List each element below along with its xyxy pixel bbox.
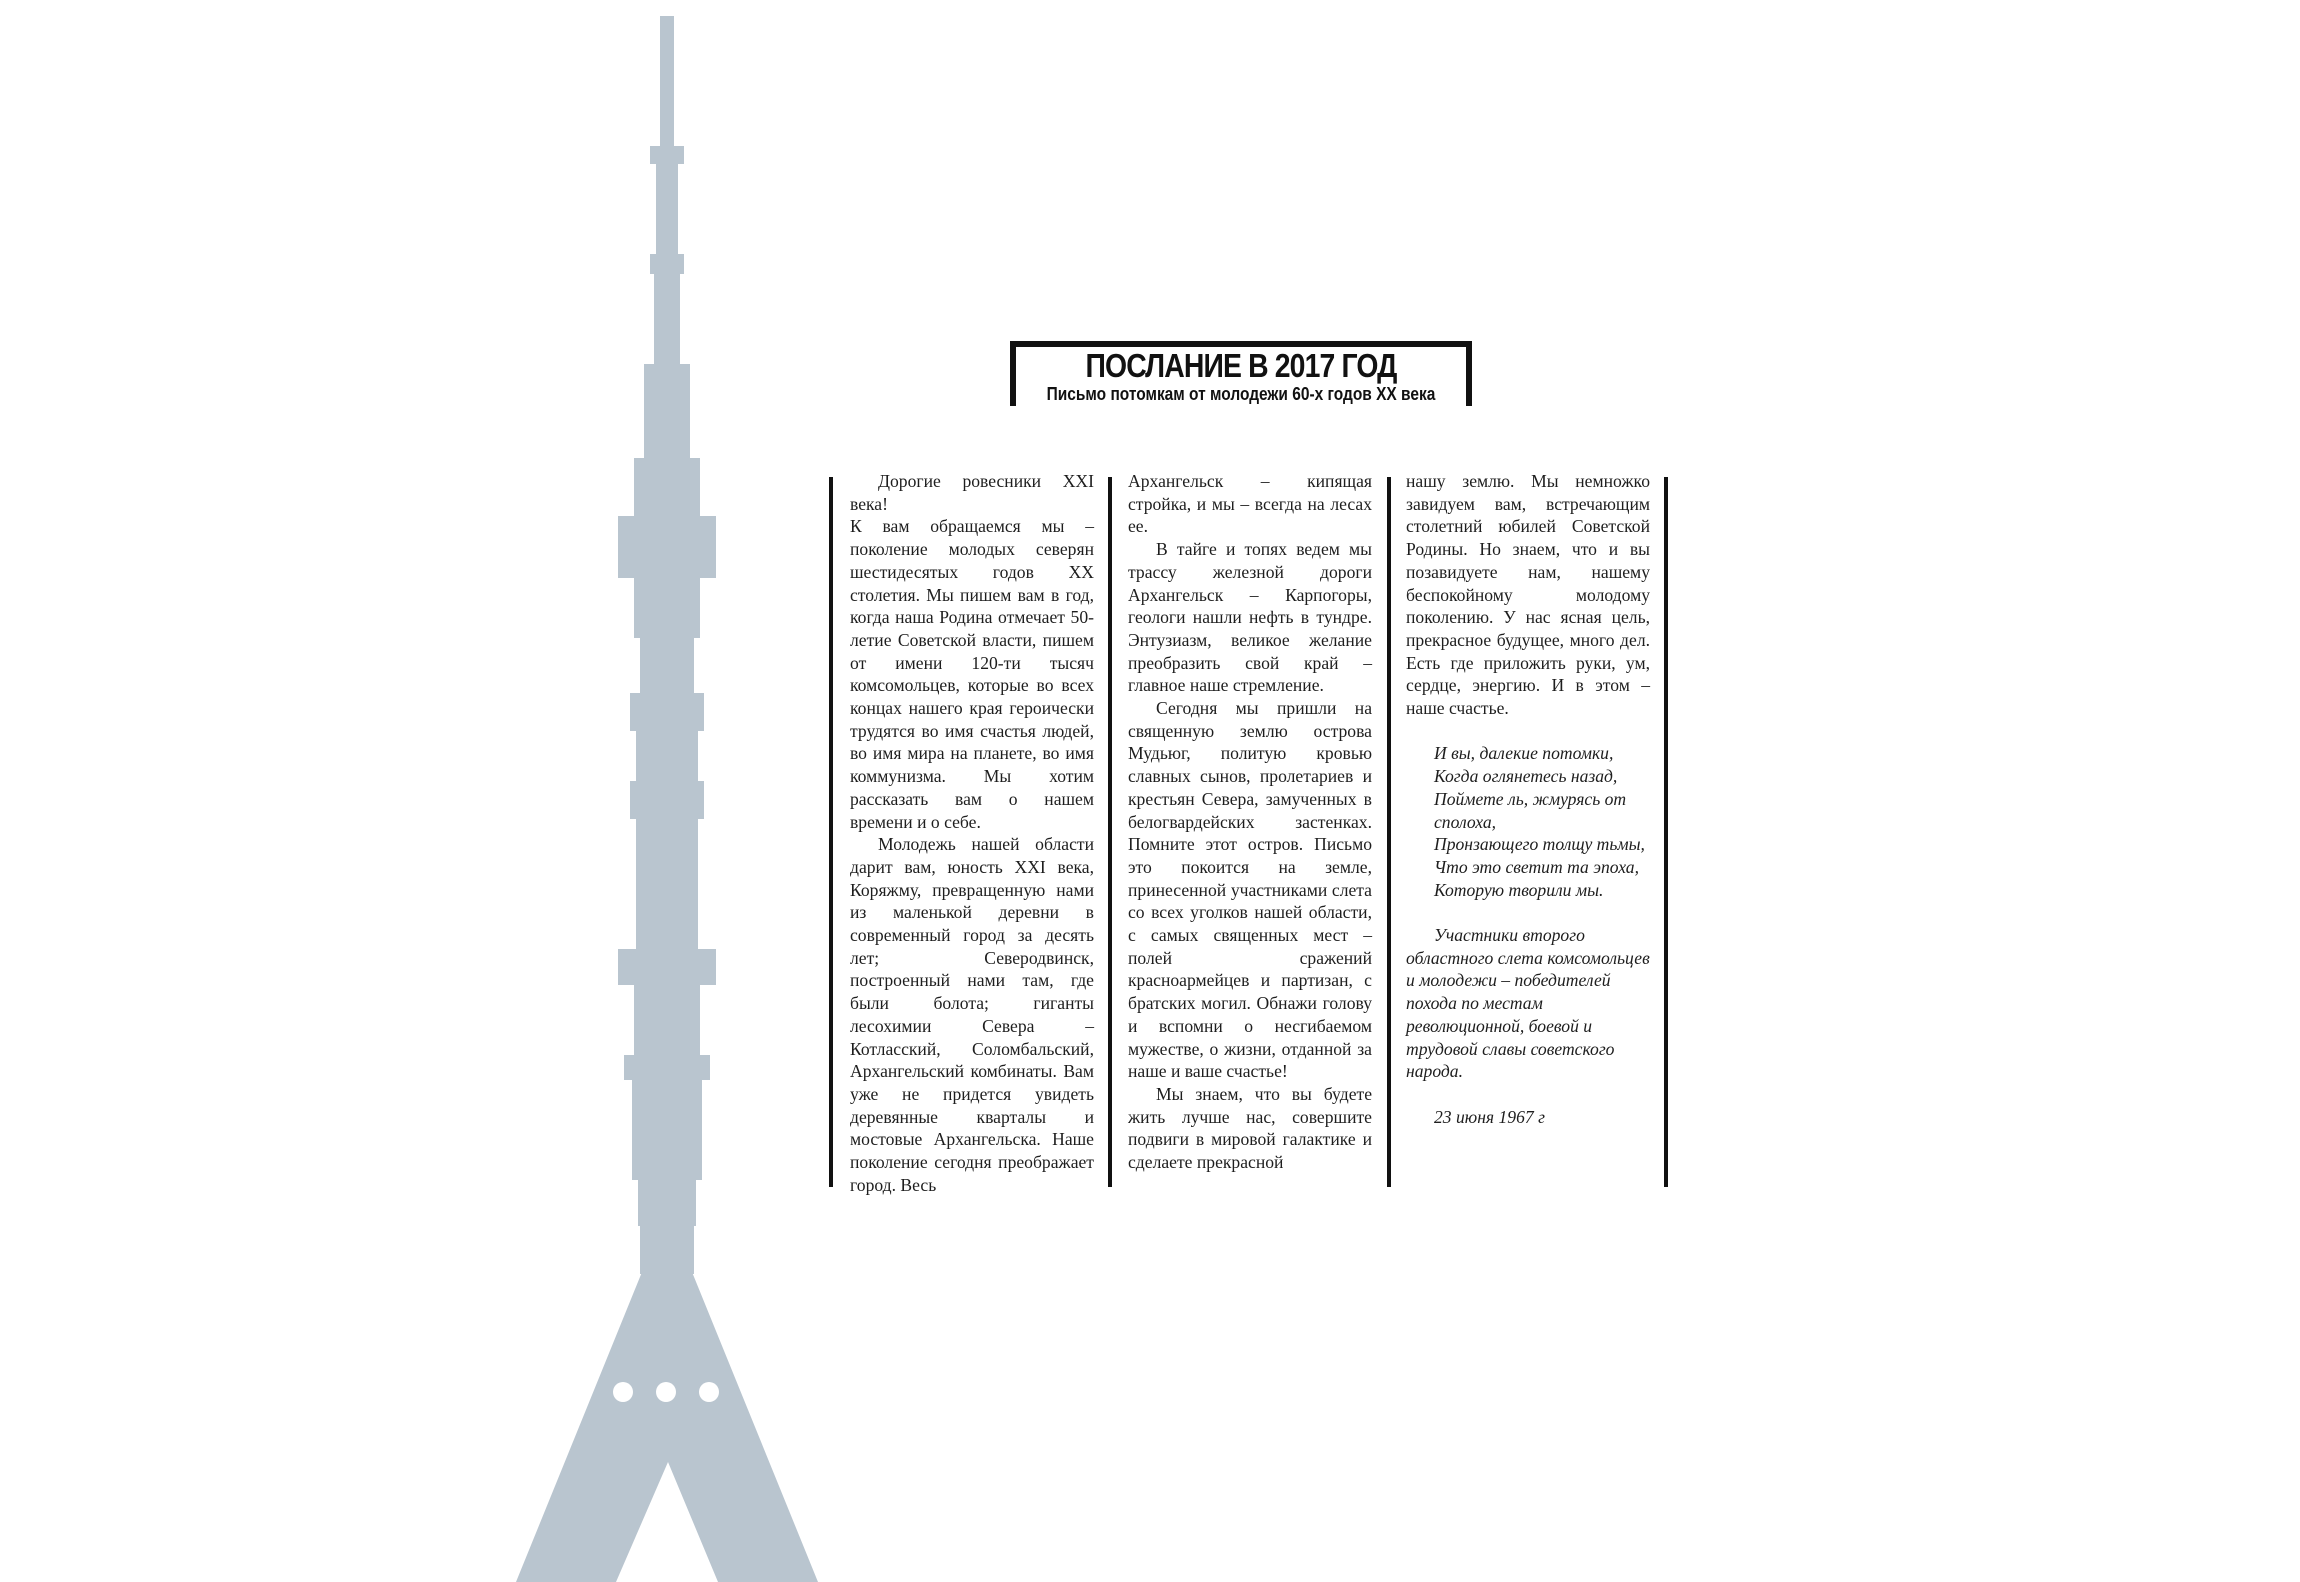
- letter-paragraph: нашу землю. Мы немножко завидуем вам, встречающим столетний юбилей Советской Родины. Но знаем, что и вы позавидуете нам, нашему беспокойному молодому поколению. У нас ясная цель, прекрасное будущее, много дел. Есть где приложить руки, ум, сердце, энергию. И в этом – наше счастье.: [1406, 471, 1650, 719]
- column-rule-left: [829, 477, 833, 1187]
- text-column-3: [1406, 470, 1650, 1128]
- page-subtitle: Письмо потомкам от молодежи 60-х годов XX века: [1046, 384, 1436, 404]
- signature-credits: Участники второго областного слета комсомольцев и молодежи – победителей похода по местам революционной, боевой и трудовой славы советского народа.: [1406, 925, 1650, 1082]
- tower-window: [656, 1382, 676, 1402]
- column-rule-middle-1: [1108, 477, 1112, 1187]
- tower-window: [613, 1382, 633, 1402]
- poem-line: Которую творили мы.: [1434, 879, 1604, 900]
- letter-paragraph: Сегодня мы пришли на священную землю острова Мудьюг, политую кровью славных сынов, пролетариев и крестьян Севера, замученных в белогвардейских застенках. Помните этот остров. Письмо это покоится на земле, принесенной участниками слета со всех уголков нашей области, с самых священных мест – полей сражений красноармейцев и партизан, с братских могил. Обнажи голову и вспомни о несгибаемом мужестве, о жизни, отданной за наше и ваше счастье!: [1128, 698, 1372, 1082]
- tower-window: [699, 1382, 719, 1402]
- text-column-2: [1128, 470, 1372, 1174]
- column-rule-right: [1664, 477, 1668, 1187]
- page-title: ПОСЛАНИЕ В 2017 ГОД: [1085, 347, 1397, 384]
- column-rule-middle-2: [1387, 477, 1391, 1187]
- poem-line: И вы, далекие потомки,: [1434, 743, 1614, 764]
- poem: [1406, 742, 1650, 901]
- signature-date: 23 июня 1967 г: [1434, 1106, 1545, 1127]
- letter-greeting: Дорогие ровесники XXI века!: [850, 471, 1094, 514]
- poem-line: Что это светит та эпоха,: [1434, 856, 1639, 877]
- poem-line: Когда оглянетесь назад,: [1434, 766, 1618, 787]
- letter-paragraph: Молодежь нашей области дарит вам, юность XXI века, Коряжму, превращенную нами из маленькой деревни в современный город за десять лет; Северодвинск, построенный нами там, где были болота; гиганты лесохимии Севера – Котласский, Соломбальский, Архангельский комбинаты. Вам уже не придется увидеть деревянные кварталы и мостовые Архангельска. Наше поколение сегодня преображает город. Весь: [850, 834, 1094, 1195]
- poem-line: Поймете ль, жмурясь от сполоха,: [1434, 788, 1627, 832]
- letter-paragraph: Архангельск – кипящая стройка, и мы – всегда на лесах ее.: [1128, 471, 1372, 537]
- poem-line: Пронзающего толщу тьмы,: [1434, 834, 1645, 855]
- letter-paragraph: Мы знаем, что вы будете жить лучше нас, совершите подвиги в мировой галактике и сделаете прекрасной: [1128, 1083, 1372, 1173]
- letter-paragraph: В тайге и топях ведем мы трассу железной дороги Архангельск – Карпогоры, геологи нашли нефть в тундре. Энтузиазм, великое желание преобразить свой край – главное наше стремление.: [1128, 539, 1372, 696]
- text-column-1: [850, 470, 1094, 1197]
- letter-paragraph: К вам обращаемся мы – поколение молодых северян шестидесятых годов XX столетия. Мы пишем вам в год, когда наша Родина отмечает 50-летие Советской власти, пишем от имени 120-ти тысяч комсомольцев, которые во всех концах нашего края героически трудятся во имя счастья людей, во имя мира на планете, во имя коммунизма. Мы хотим рассказать вам о нашем времени и о себе.: [850, 516, 1094, 832]
